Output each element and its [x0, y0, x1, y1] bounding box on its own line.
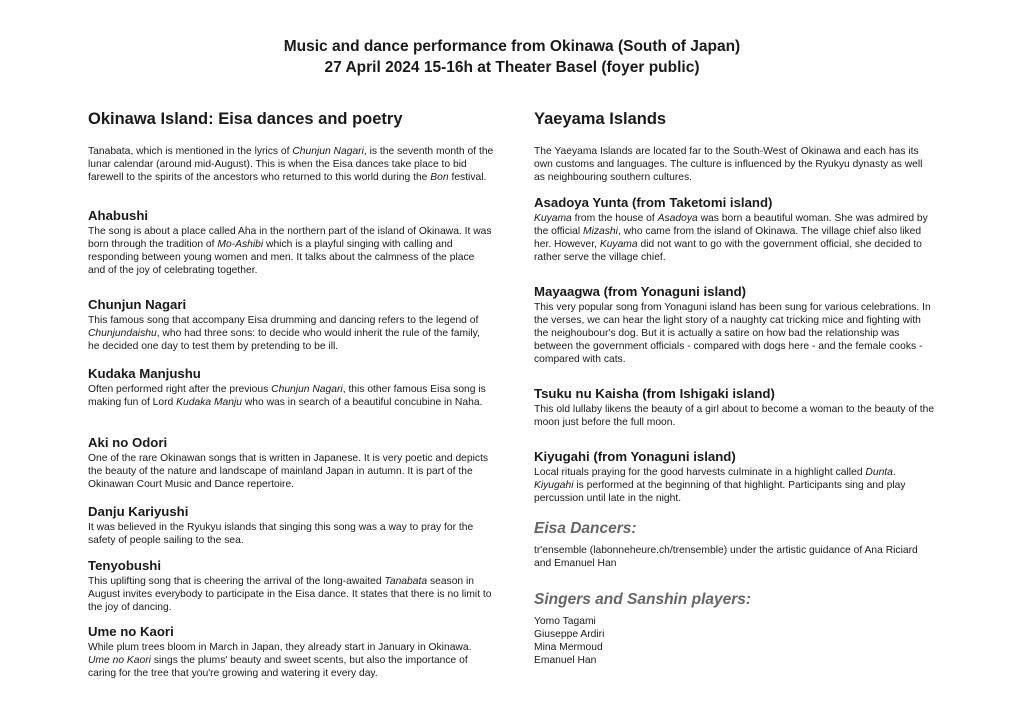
- song-asadoya-yunta: [534, 195, 936, 264]
- song-description: Local rituals praying for the good harvests culminate in a highlight called Dunta. Kiyugahi is performed at the beginning of that highlight. Participants sing and play percussion until late in the night.: [534, 467, 906, 505]
- song-ume-no-kaori: [88, 624, 494, 680]
- song-chunjun-nagari: [88, 297, 494, 353]
- italic-term: Chunjundaishu: [88, 328, 157, 340]
- eisa-dancers-section: [534, 519, 936, 570]
- intro-text: Tanabata, which is mentioned in the lyrics of Chunjun Nagari, is the seventh month of the lunar calendar (around mid-August). This is when the Eisa dances take place to bid farewell to the spirits of the ancestors who returned to this world during the Bon festival.: [88, 146, 494, 184]
- song-title: Tsuku nu Kaisha (from Ishigaki island): [534, 386, 775, 401]
- right-title-block: [534, 108, 936, 130]
- italic-term: Tanabata: [384, 576, 428, 587]
- song-title: Ahabushi: [88, 208, 149, 223]
- song-ahabushi: [88, 208, 494, 277]
- okinawa-intro: [88, 144, 494, 184]
- song-tsuku-nu-kaisha: [534, 386, 936, 429]
- singers-heading: Singers and Sanshin players:: [534, 591, 752, 608]
- song-title: Chunjun Nagari: [88, 297, 187, 312]
- song-description: This uplifting song that is cheering the arrival of the long-awaited Tanabata season in August invites everybody to participate in the Eisa dance. It states that there is no limit to the joy of dancing.: [88, 576, 492, 614]
- yaeyama-intro: [534, 144, 936, 184]
- singer-name: Yomo Tagami: [534, 616, 596, 627]
- song-description: One of the rare Okinawan songs that is written in Japanese. It is very poetic and depicts the beauty of the nature and landscape of mainland Japan in autumn. It is part of the Okinawan Court Music and Dance repertoire.: [88, 453, 489, 491]
- song-danju-kariyushi: [88, 504, 494, 547]
- italic-term: Chunjun Nagari: [271, 384, 343, 395]
- singer-name: Mina Mermoud: [534, 642, 603, 654]
- italic-term: Kiyugahi: [534, 480, 574, 492]
- song-description: This very popular song from Yonaguni island has been sung for various celebrations. In the verses, we can hear the light story of a naughty cat tricking mice and fighting with the neighoubour's dog. But it is actually a satire on how bad the relationship was between the government officials - compared with dogs here - and the female cooks - compared with cats.: [534, 302, 931, 366]
- italic-term: Dunta: [865, 467, 893, 478]
- dancers-heading: Eisa Dancers:: [534, 520, 637, 537]
- song-title: Tenyobushi: [88, 558, 162, 573]
- singers-section: [534, 590, 936, 667]
- song-description: Often performed right after the previous Chunjun Nagari, this other famous Eisa song is making fun of Lord Kudaka Manju who was in search of a beautiful concubine in Naha.: [88, 384, 486, 409]
- song-title: Ume no Kaori: [88, 624, 174, 639]
- singer-name: Emanuel Han: [534, 655, 597, 667]
- italic-term: Kuyama: [534, 213, 572, 224]
- song-title: Asadoya Yunta (from Taketomi island): [534, 195, 773, 210]
- song-title: Kudaka Manjushu: [88, 366, 201, 381]
- singers-list: [534, 615, 936, 667]
- song-description: The song is about a place called Aha in the northern part of the island of Okinawa. It was born through the tradition of Mo-Ashibi which is a playful singing with calling and responding between young women and men. It talks about the calmness of the place and of the joy of celebrating together.: [88, 226, 492, 277]
- song-aki-no-odori: [88, 435, 494, 491]
- italic-term: Kuyama: [599, 239, 638, 251]
- italic-term: Mizashi: [583, 226, 618, 238]
- song-kiyugahi: [534, 449, 936, 505]
- song-description: Kuyama from the house of Asadoya was born a beautiful woman. She was admired by the official Mizashi, who came from the island of Okinawa. The village chief also liked her. However, Kuyama did not want to go with the government official, she decided to rather serve the village chief.: [534, 213, 928, 264]
- page-header: [0, 36, 1024, 78]
- song-title: Kiyugahi (from Yonaguni island): [534, 449, 736, 464]
- song-title: Danju Kariyushi: [88, 504, 189, 519]
- intro-text: The Yaeyama Islands are located far to the South-West of Okinawa and each has its own customs and languages. The culture is influenced by the Ryukyu dynasty as well as neighbouring southern cultures.: [534, 146, 923, 184]
- dancers-credit: tr'ensemble (labonneheure.ch/trensemble) under the artistic guidance of Ana Riciard and Emanuel Han: [534, 545, 918, 570]
- song-description: This famous song that accompany Eisa drumming and dancing refers to the legend of Chunjundaishu, who had three sons: to decide who would inherit the rule of the family, he decided one day to test them by pretending to be ill.: [88, 315, 480, 353]
- song-title: Mayaagwa (from Yonaguni island): [534, 284, 747, 299]
- italic-term: Ume no Kaori: [88, 655, 151, 667]
- song-description: This old lullaby likens the beauty of a girl about to become a woman to the beauty of the moon just before the full moon.: [534, 404, 935, 429]
- italic-term: Asadoya: [657, 213, 698, 224]
- italic-term: Kudaka Manju: [176, 397, 242, 409]
- italic-term: Bon: [430, 172, 449, 184]
- section-title-yaeyama: Yaeyama Islands: [534, 110, 667, 128]
- left-title-block: [88, 108, 494, 130]
- italic-term: Mo-Ashibi: [217, 239, 264, 251]
- singer-name: Giuseppe Ardiri: [534, 629, 605, 641]
- song-kudaka-manjushu: [88, 366, 494, 409]
- song-tenyobushi: [88, 558, 494, 614]
- italic-term: Chunjun Nagari: [292, 146, 364, 157]
- song-mayaagwa: [534, 284, 936, 366]
- song-description: It was believed in the Ryukyu islands that singing this song was a way to pray for the safety of people sailing to the sea.: [88, 522, 474, 547]
- song-title: Aki no Odori: [88, 435, 168, 450]
- song-description: While plum trees bloom in March in Japan, they already start in January in Okinawa. Ume no Kaori sings the plums' beauty and sweet scents, but also the importance of caring for the tree that you're growing and watering it every day.: [88, 642, 472, 680]
- header-date: 27 April 2024 15-16h at Theater Basel (foyer public): [324, 59, 700, 76]
- section-title-okinawa: Okinawa Island: Eisa dances and poetry: [88, 110, 403, 128]
- header-title: Music and dance performance from Okinawa (South of Japan): [283, 38, 741, 55]
